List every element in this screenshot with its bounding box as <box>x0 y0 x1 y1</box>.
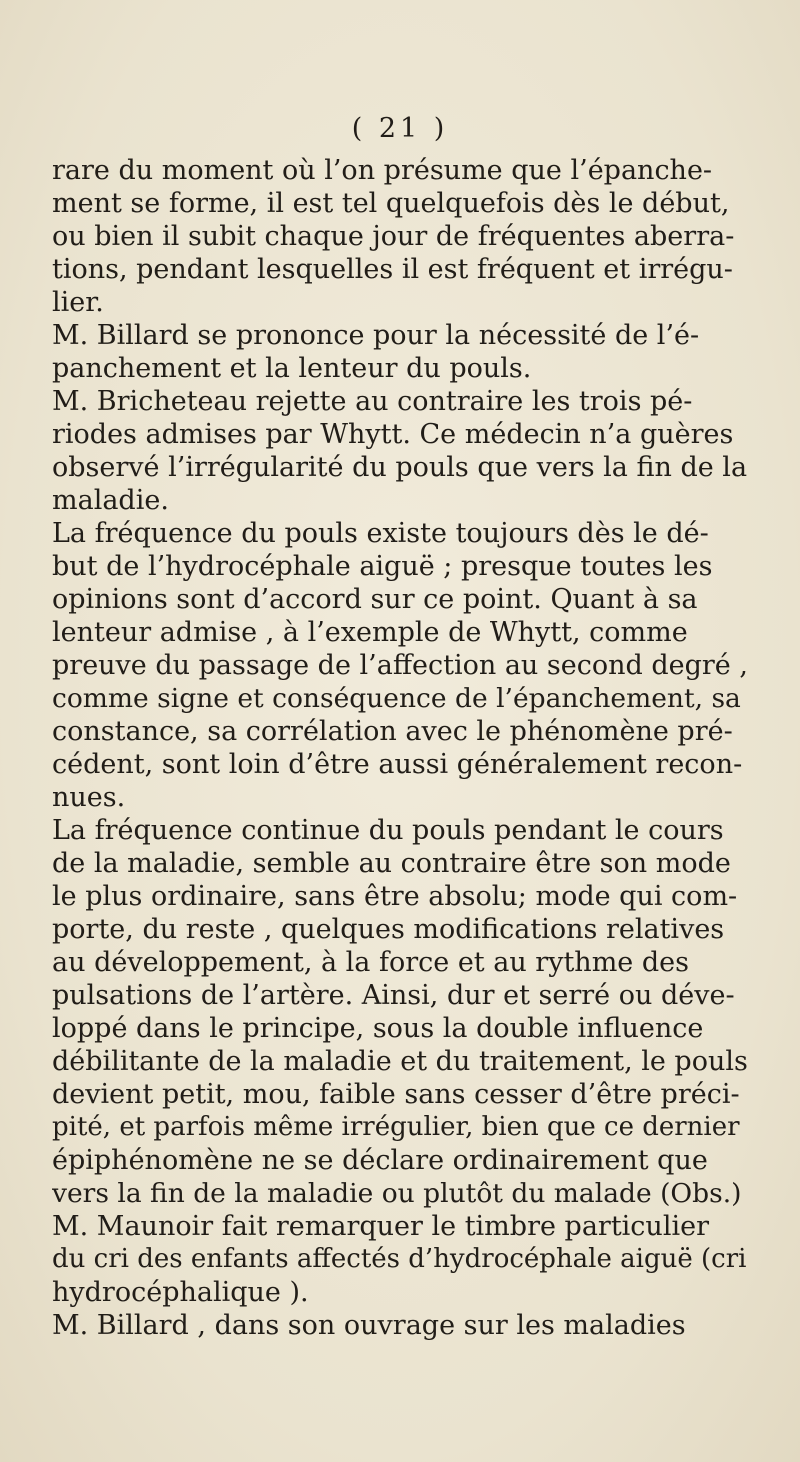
text-line: pité, et parfois même irrégulier, bien que ce dernier <box>52 1112 740 1142</box>
text-line: loppé dans le principe, sous la double influence <box>52 1013 704 1044</box>
text-line: maladie. <box>52 485 169 516</box>
text-line: tions, pendant lesquelles il est fréquent et irrégu- <box>52 254 733 285</box>
text-line: le plus ordinaire, sans être absolu; mode qui com- <box>52 881 738 912</box>
text-line: pulsations de l’artère. Ainsi, dur et serré ou déve- <box>52 980 735 1011</box>
text-line: débilitante de la maladie et du traitement, le pouls <box>52 1046 748 1077</box>
page-number: ( 21 ) <box>351 113 449 144</box>
text-line: devient petit, mou, faible sans cesser d’être préci- <box>52 1079 740 1110</box>
text-line: du cri des enfants affectés d’hydrocéphale aiguë (cri <box>52 1244 747 1274</box>
text-line: vers la fin de la maladie ou plutôt du malade (Obs.) <box>52 1178 742 1209</box>
text-line: lier. <box>52 287 104 318</box>
text-line: La fréquence du pouls existe toujours dès le dé- <box>52 518 709 549</box>
text-line: de la maladie, semble au contraire être son mode <box>52 848 731 879</box>
text-line: M. Bricheteau rejette au contraire les trois pé- <box>52 386 693 417</box>
text-line: La fréquence continue du pouls pendant le cours <box>52 815 724 846</box>
text-line: au développement, à la force et au rythme des <box>52 947 689 978</box>
text-line: M. Billard se prononce pour la nécessité de l’é- <box>52 320 700 351</box>
text-line: ou bien il subit chaque jour de fréquentes aberra- <box>52 221 735 252</box>
text-line: hydrocéphalique ). <box>52 1277 309 1308</box>
text-line: rare du moment où l’on présume que l’épanche- <box>52 155 713 186</box>
text-line: preuve du passage de l’affection au second degré , <box>52 650 748 681</box>
text-line: opinions sont d’accord sur ce point. Quant à sa <box>52 584 698 615</box>
text-line: constance, sa corrélation avec le phénomène pré- <box>52 716 733 747</box>
text-line: but de l’hydrocéphale aiguë ; presque toutes les <box>52 551 713 582</box>
text-line: ment se forme, il est tel quelquefois dès le début, <box>52 188 730 219</box>
text-line: M. Maunoir fait remarquer le timbre particulier <box>52 1211 709 1242</box>
text-line: panchement et la lenteur du pouls. <box>52 353 532 384</box>
text-line: riodes admises par Whytt. Ce médecin n’a guères <box>52 419 734 450</box>
text-line: nues. <box>52 782 126 813</box>
text-line: porte, du reste , quelques modifications relatives <box>52 914 725 945</box>
text-line: cédent, sont loin d’être aussi généralement recon- <box>52 749 743 780</box>
body-text <box>52 154 752 1342</box>
text-line: M. Billard , dans son ouvrage sur les maladies <box>52 1310 686 1341</box>
text-line: comme signe et conséquence de l’épanchement, sa <box>52 683 741 714</box>
text-line: épiphénomène ne se déclare ordinairement que <box>52 1145 708 1176</box>
text-line: observé l’irrégularité du pouls que vers la fin de la <box>52 452 748 483</box>
text-line: lenteur admise , à l’exemple de Whytt, comme <box>52 617 688 648</box>
